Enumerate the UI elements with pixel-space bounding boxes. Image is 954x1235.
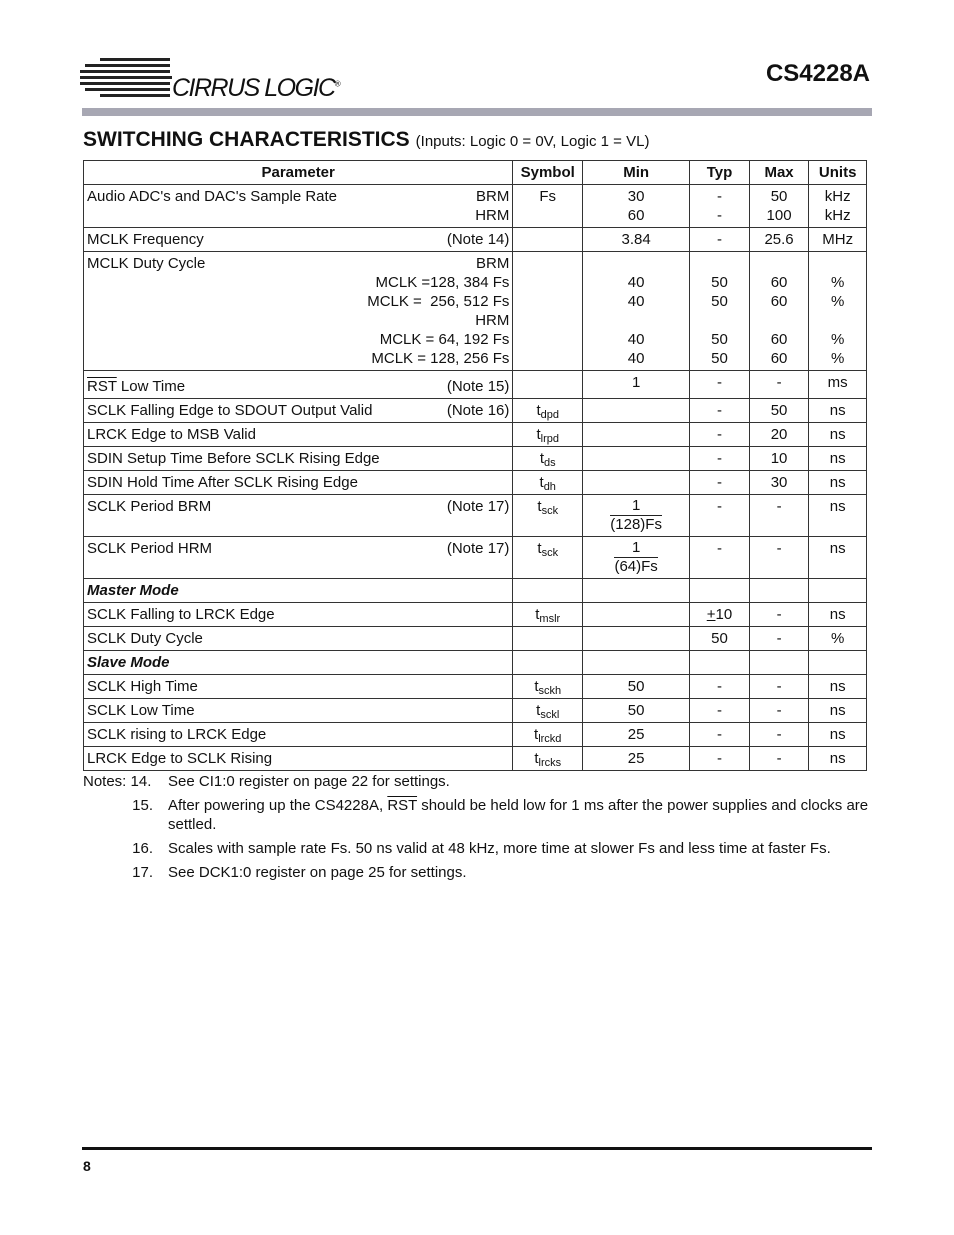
col-typ: Typ bbox=[690, 161, 750, 185]
table-row: SDIN Hold Time After SCLK Rising Edge $t_{dh}$ - 30 ns bbox=[84, 471, 867, 495]
cirrus-logic-logo bbox=[80, 50, 340, 105]
note-17: 17. See DCK1:0 register on page 25 for settings. bbox=[132, 864, 467, 881]
table-row: SCLK Falling to LRCK Edge $t_{mslr}$ +10 - ns bbox=[84, 603, 867, 627]
logo-text: CIRRUS LOGIC® bbox=[172, 74, 339, 102]
fraction: $\frac{1}{(128)Fs}$ bbox=[610, 497, 662, 533]
table-row: SCLK Period BRM (Note 17) $t_{sck}$ $\frac{1}{(128)Fs}$ - - ns bbox=[84, 495, 867, 537]
page-number: 8 bbox=[83, 1158, 91, 1174]
table-row: SCLK rising to LRCK Edge $t_{lrckd}$ 25 - - ns bbox=[84, 723, 867, 747]
table-row: LRCK Edge to MSB Valid $t_{lrpd}$ - 20 ns bbox=[84, 423, 867, 447]
table-row: SCLK Falling Edge to SDOUT Output Valid (Note 16) $t_{dpd}$ - 50 ns bbox=[84, 399, 867, 423]
table-row: Audio ADC's and DAC's Sample Rate BRM HRM Fs 30 60 - - 50 100 kHz kHz bbox=[84, 185, 867, 228]
table-row: $\overline{RST}$ Low Time (Note 15) 1 - - ms bbox=[84, 371, 867, 399]
table-header-row bbox=[84, 161, 867, 185]
header-divider bbox=[82, 108, 872, 116]
table-row: SDIN Setup Time Before SCLK Rising Edge $t_{ds}$ - 10 ns bbox=[84, 447, 867, 471]
notes bbox=[83, 772, 873, 887]
doc-title: CS4228A bbox=[765, 60, 870, 87]
col-parameter: Parameter bbox=[84, 161, 513, 185]
table-row bbox=[84, 651, 867, 675]
table-row: SCLK High Time $t_{sckh}$ 50 - - ns bbox=[84, 675, 867, 699]
table-row: SCLK Duty Cycle 50 - % bbox=[84, 627, 867, 651]
fraction: $\frac{1}{(64)Fs}$ bbox=[614, 539, 658, 575]
col-max: Max bbox=[749, 161, 809, 185]
footer-divider bbox=[82, 1147, 872, 1150]
slave-mode-label: Slave Mode bbox=[84, 651, 513, 675]
col-min: Min bbox=[583, 161, 690, 185]
master-mode-label: Master Mode bbox=[84, 579, 513, 603]
note-16: 16. Scales with sample rate Fs. 50 ns valid at 48 kHz, more time at slower Fs and less time at faster Fs. bbox=[132, 840, 831, 857]
table-row: MCLK Frequency (Note 14) 3.84 - 25.6 MHz bbox=[84, 228, 867, 252]
table-row: MCLK Duty Cycle BRM MCLK =128, 384 Fs MCLK = 256, 512 Fs HRM MCLK = 64, 192 Fs MCLK = 128, 256 Fs 40 40 40 40 50 50 50 50 60 60 60 60 % % % % bbox=[84, 252, 867, 371]
section-subtitle: (Inputs: Logic 0 = 0V, Logic 1 = VL) bbox=[415, 133, 650, 150]
table-row: SCLK Period HRM (Note 17) $t_{sck}$ $\frac{1}{(64)Fs}$ - - ns bbox=[84, 537, 867, 579]
table-row: LRCK Edge to SCLK Rising $t_{lrcks}$ 25 - - ns bbox=[84, 747, 867, 771]
col-units: Units bbox=[809, 161, 867, 185]
switching-characteristics-table bbox=[83, 160, 867, 771]
section-title: SWITCHING CHARACTERISTICS (Inputs: Logic 0 = 0V, Logic 1 = VL) bbox=[83, 128, 650, 151]
table-row: SCLK Low Time $t_{sckl}$ 50 - - ns bbox=[84, 699, 867, 723]
note-14: Notes: 14. See CI1:0 register on page 22 for settings. bbox=[83, 773, 450, 790]
note-15: 15. After powering up the CS4228A, $\overline{RST}$ should be held low for 1 ms after the power supplies and clocks are settled. bbox=[132, 797, 873, 833]
table-row bbox=[84, 579, 867, 603]
col-symbol: Symbol bbox=[513, 161, 583, 185]
